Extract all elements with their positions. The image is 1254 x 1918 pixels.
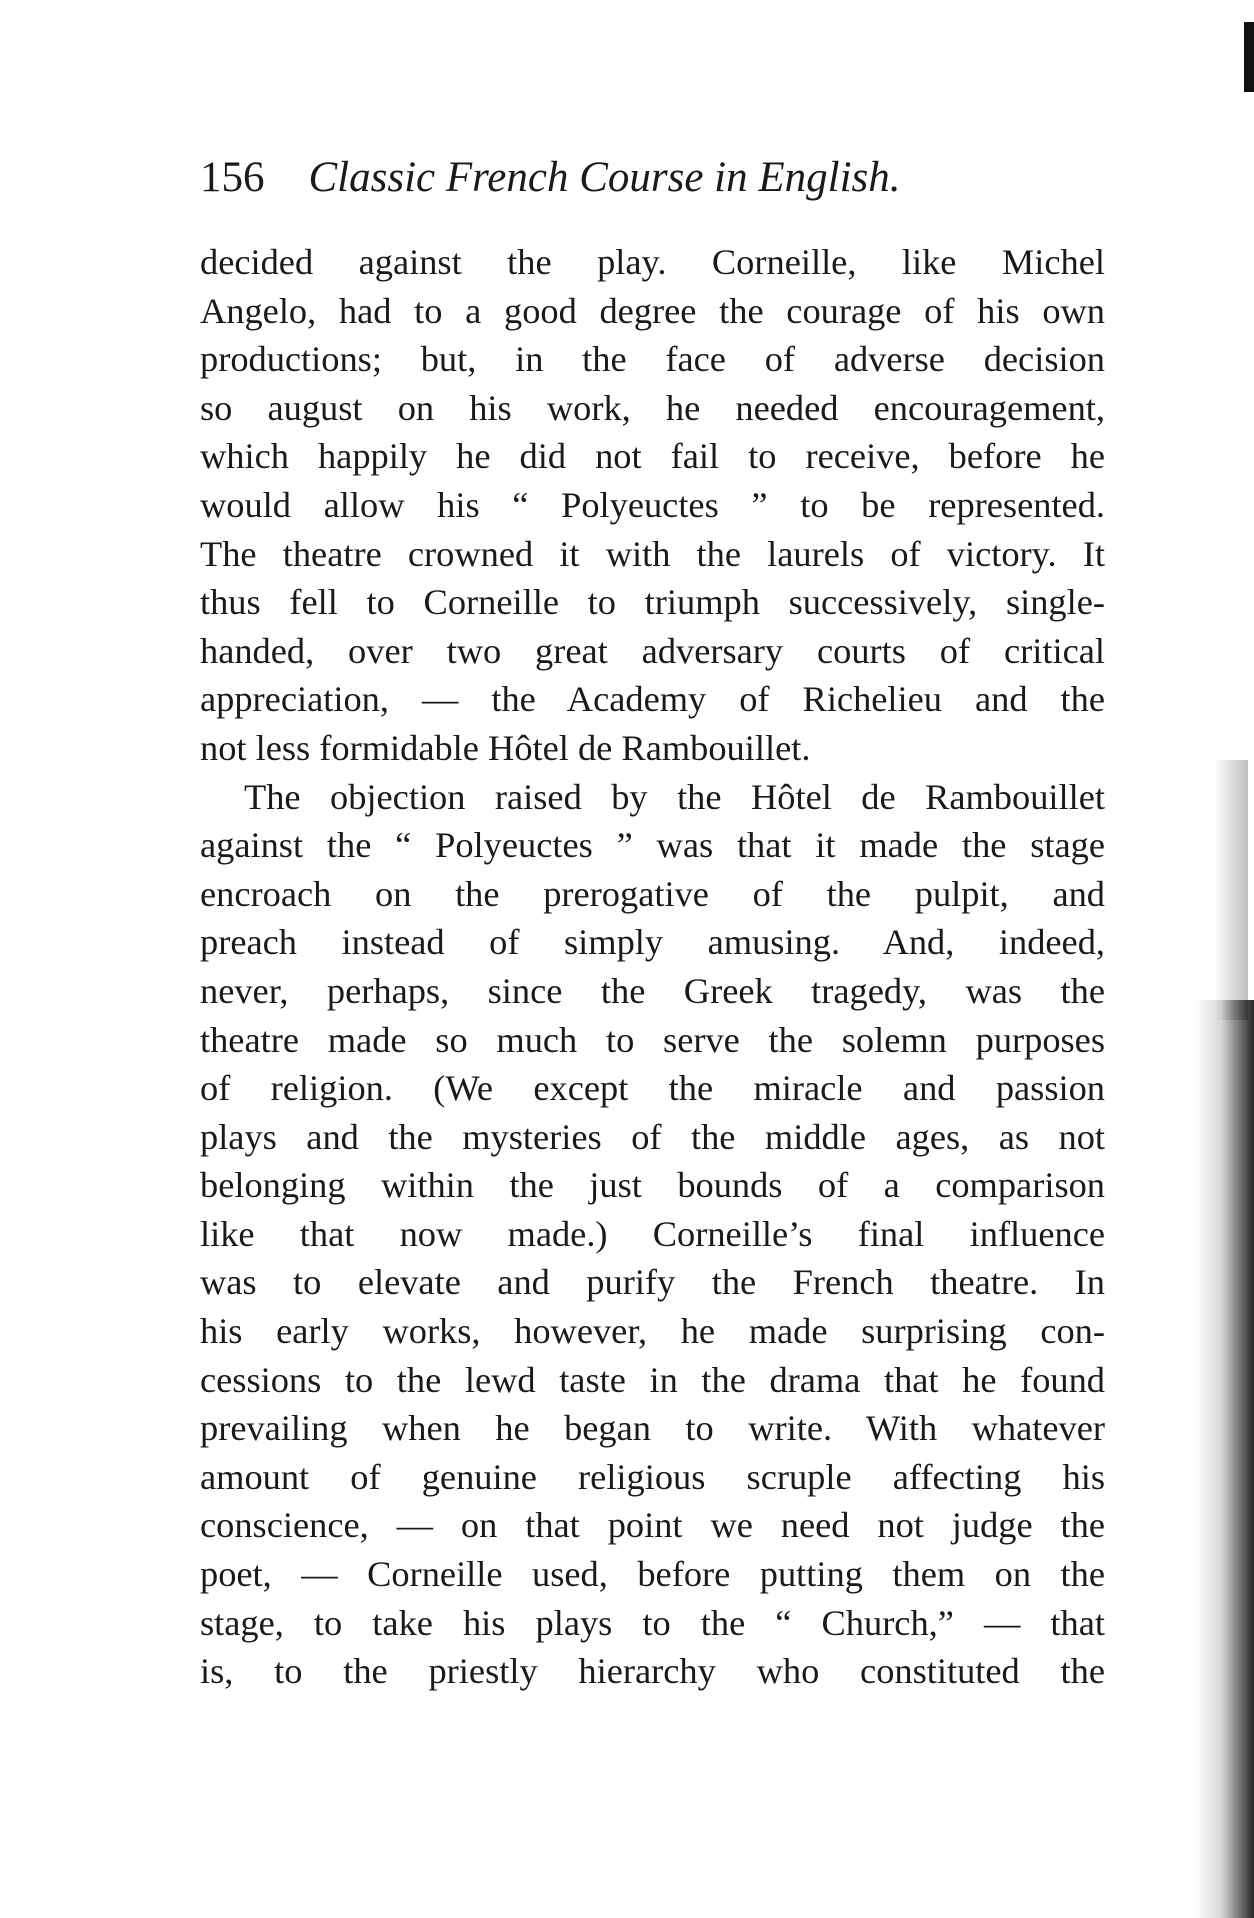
text-line: amount of genuine religious scruple affecting his — [200, 1456, 1105, 1497]
text-line: against the “ Polyeuctes ” was that it made the stage — [200, 825, 1105, 866]
text-line: stage, to take his plays to the “ Church,” — that — [200, 1602, 1105, 1643]
body-text — [200, 238, 1105, 1696]
text-line: never, perhaps, since the Greek tragedy, was the — [200, 970, 1105, 1011]
text-line: preach instead of simply amusing. And, indeed, — [200, 922, 1105, 963]
text-line: of religion. (We except the miracle and passion — [200, 1068, 1105, 1109]
text-line: so august on his work, he needed encouragement, — [200, 387, 1105, 428]
text-line: cessions to the lewd taste in the drama that he found — [200, 1359, 1105, 1400]
text-line: which happily he did not fail to receive, before he — [200, 436, 1105, 477]
text-line: handed, over two great adversary courts of critical — [200, 630, 1105, 671]
text-line: productions; but, in the face of adverse decision — [200, 339, 1105, 380]
text-line: is, to the priestly hierarchy who constituted the — [200, 1651, 1105, 1692]
text-line: The theatre crowned it with the laurels of victory. It — [200, 533, 1105, 574]
text-line: belonging within the just bounds of a comparison — [200, 1165, 1105, 1206]
running-head — [200, 152, 901, 204]
page-edge-shadow — [1194, 1000, 1254, 1918]
text-line: was to elevate and purify the French theatre. In — [200, 1262, 1105, 1303]
text-line: encroach on the prerogative of the pulpit, and — [200, 873, 1105, 914]
text-line: theatre made so much to serve the solemn purposes — [200, 1019, 1105, 1060]
page-number: 156 — [200, 154, 265, 201]
scan-corner-mark — [1244, 22, 1254, 92]
text-line: Angelo, had to a good degree the courage of his own — [200, 290, 1105, 331]
text-line: poet, — Corneille used, before putting them on the — [200, 1554, 1105, 1595]
text-line: not less formidable Hôtel de Rambouillet. — [200, 727, 811, 768]
text-line: prevailing when he began to write. With whatever — [200, 1408, 1105, 1449]
text-line: would allow his “ Polyeuctes ” to be represented. — [200, 484, 1105, 525]
text-line: plays and the mysteries of the middle ages, as not — [200, 1116, 1105, 1157]
page-edge-shadow-upper — [1214, 760, 1248, 1020]
text-line: like that now made.) Corneille’s final influence — [200, 1213, 1105, 1254]
text-line: The objection raised by the Hôtel de Rambouillet — [244, 776, 1105, 817]
book-title: Classic French Course in English. — [308, 154, 901, 201]
text-line: thus fell to Corneille to triumph successively, single- — [200, 582, 1105, 623]
text-line: his early works, however, he made surprising con- — [200, 1311, 1105, 1352]
text-line: conscience, — on that point we need not judge the — [200, 1505, 1105, 1546]
text-line: appreciation, — the Academy of Richelieu and the — [200, 679, 1105, 720]
text-line: decided against the play. Corneille, like Michel — [200, 242, 1105, 282]
